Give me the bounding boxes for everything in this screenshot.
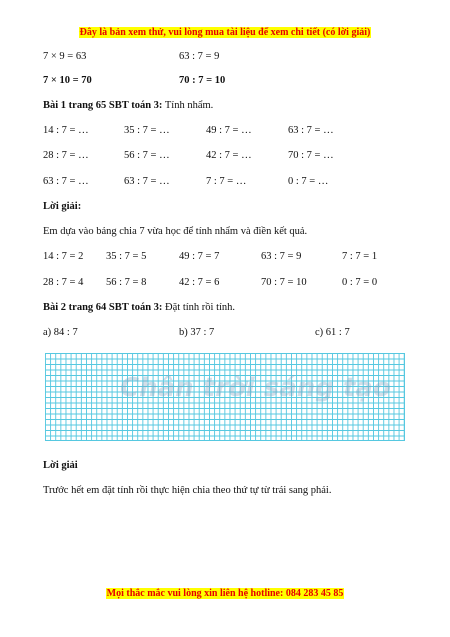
exercise-cell: 0 : 7 = … [288,176,329,187]
multiplication-line: 7 × 9 = 63 [43,51,87,62]
preview-banner: Đây là bản xem thử, vui lòng mua tài liệu để xem chi tiết (có lời giải) [79,27,371,38]
solution-text: Trước hết em đặt tính rồi thực hiện chia theo thứ tự từ trái sang phải. [43,485,332,496]
exercise-2-item-c: c) 61 : 7 [315,327,350,338]
answer-cell: 70 : 7 = 10 [261,277,307,288]
answer-cell: 7 : 7 = 1 [342,251,378,262]
hotline-banner: Mọi thắc mắc vui lòng xin liên hệ hotline: 084 283 45 85 [106,588,344,599]
answer-cell: 0 : 7 = 0 [342,277,378,288]
exercise-2-item-b: b) 37 : 7 [179,327,215,338]
exercise-cell: 63 : 7 = … [43,176,89,187]
solution-heading-1: Lời giải: [43,201,82,212]
answer-cell: 63 : 7 = 9 [261,251,302,262]
answer-cell: 56 : 7 = 8 [106,277,147,288]
exercise-cell: 28 : 7 = … [43,150,89,161]
solution-explanation: Em dựa vào bảng chia 7 vừa học để tính nhẩm và điền kết quả. [43,226,308,237]
answer-cell: 35 : 7 = 5 [106,251,147,262]
exercise-cell: 56 : 7 = … [124,150,170,161]
solution-heading-2: Lời giải [43,460,78,471]
division-line: 63 : 7 = 9 [179,51,220,62]
exercise-cell: 7 : 7 = … [206,176,247,187]
exercise-cell: 70 : 7 = … [288,150,334,161]
multiplication-line-bold: 7 × 10 = 70 [43,75,92,86]
exercise-2-item-a: a) 84 : 7 [43,327,78,338]
division-line-bold: 70 : 7 = 10 [179,75,226,86]
exercise-cell: 35 : 7 = … [124,125,170,136]
exercise-2-heading: Bài 2 trang 64 SBT toán 3: Đặt tính rồi tính. [43,302,236,313]
exercise-cell: 14 : 7 = … [43,125,89,136]
answer-cell: 42 : 7 = 6 [179,277,220,288]
exercise-cell: 42 : 7 = … [206,150,252,161]
answer-cell: 28 : 7 = 4 [43,277,84,288]
exercise-cell: 63 : 7 = … [124,176,170,187]
answer-cell: 49 : 7 = 7 [179,251,220,262]
exercise-cell: 49 : 7 = … [206,125,252,136]
answer-cell: 14 : 7 = 2 [43,251,84,262]
watermark: Chân trời sáng tạo [120,373,391,403]
exercise-cell: 63 : 7 = … [288,125,334,136]
exercise-1-heading: Bài 1 trang 65 SBT toán 3: Tính nhẩm. [43,100,214,111]
